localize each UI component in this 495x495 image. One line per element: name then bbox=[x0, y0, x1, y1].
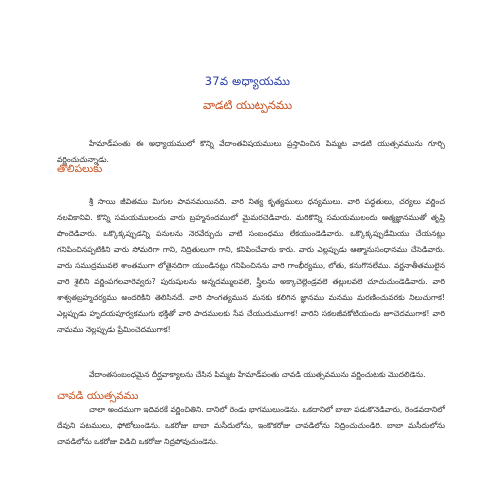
transition-paragraph: వేదాంతసంబంధమైన దీర్ఘవాక్యాలను చేసిన పిమ్మట హేమాడ్‌పంతు చావడి యుత్సవమును వర్ణించుటకు మొదలిడెను. bbox=[89, 370, 426, 379]
chapter-title: 37వ అధ్యాయము bbox=[204, 74, 291, 88]
body-paragraph: శ్రీ సాయి జీవితము మిగుల పావనమయినది. వారి నిత్య కృత్యములు ధన్యములు. వారి పద్ధతులు, చర్యలు వర్ణించ నలవికానివి. కొన్ని సమయములందు వారు బ్రహ్మనందములో మైమరచెడివారు. మరికొన్ని సమయములందు ఆత్మజ్ఞానముతో తృప్తి పొందెడివారు. ఒక్కొక్కప్పుడన్ని పనులను నెరవేర్చుచు వాటి సంబంధము లేకయుండెడివారు. ఒక్కొక్కప్పుడేమియు చేయనట్లు గనిపించినప్పటికిని వారు సోమరిగా గాని, నిద్రితులుగా గాని, కనిపించేవారు కారు. వారు ఎల్లప్పుడు ఆత్మానుసంధానము చేసెడివారు. వారు సముద్రమువలె శాంతముగా లోతైనదిగా యుండినట్లు గనిపించినను వారి గాంభీర్యము, లోతు, కనుగొనలేము. వర్ణనాతీతములైన వారి శైలిని వర్ణింపగలవారెవ్వరు? పురుషులను అన్నదమ్ములవలె, స్త్రీలను అక్కాచెల్లెండ్రవలె తల్లులవలె చూచుచుండెడివారు. వారి శాశ్వతబ్రహ్మచర్యము అందరికిని తెలిసినదే. వారి సాంగత్యమున మనకు కలిగిన జ్ఞానము మనము మరణించువరకు నిలుచుగాక! ఎల్లప్పుడు హృదయపూర్వకముగు భక్తితో వారి పాదములకు సేవ చేయుదుముగాక! వారిని సకలజీవకోటియందు జూచెదముగాక! వారి నామము నెల్లప్పుడు ప్రేమించెదముగాక! bbox=[57, 197, 445, 334]
intro-paragraph: హేమాడ్‌పంతు ఈ అధ్యాయములో కొన్ని వేదాంతవిషయములు ప్రస్తావించిన పిమ్మట వాడటి యుత్సవమును గూర్చి వర్ణించుచున్నాడు. bbox=[57, 139, 445, 164]
section-heading-preface: తొలిపలుకు bbox=[57, 163, 103, 175]
chavadi-paragraph: చాలా అందముగా ఇదివరకే వర్ణించితిని. దానిలో రెండు భాగములుండెను. ఒకదానిలో బాబా పడుకొనెడివారు, రెండవదానిలో దేవుని పటములు, ఫోటోలుండెను. ఒకరోజు బాబా మసీదులోను, ఇంకొకరోజు చావడిలోను నిద్రించుచుండిరి. బాబా మసీదులోను చావడిలోను ఒకరోజు విడిచి ఒకరోజు నిద్రపోవుచుండెను. bbox=[57, 405, 445, 446]
chapter-subtitle: వాడటి యుట్పనము bbox=[202, 98, 293, 112]
section-heading-chavadi-utsavam: చావడి యుత్సవము bbox=[57, 390, 139, 402]
